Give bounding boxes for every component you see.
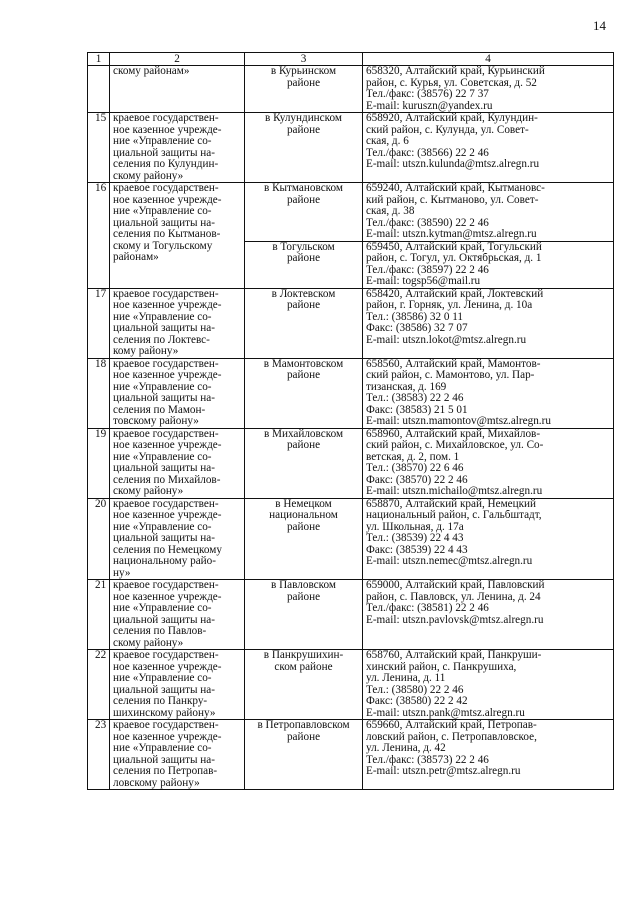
contact-details-line: ловский район, с. Петропавловское, [366,731,537,743]
table-row [88,498,614,580]
contact-details-cell [363,650,614,720]
contact-details-line: район, с. Тогул, ул. Октябрьская, д. 1 [366,253,542,264]
district-name-line: районе [286,521,321,533]
organization-name-line: районам» [113,252,159,263]
organization-name-line: селения по Михайлов- [113,474,221,486]
contact-details-line: ская, д. 38 [366,206,415,217]
contact-details-line: Факс: (38580) 22 2 42 [366,696,468,707]
district-name-line: районе [286,194,321,206]
contact-details-line: Тел.: (38586) 32 0 11 [366,311,464,323]
organization-name-line: национальному райо- [113,556,216,567]
organization-cell [110,183,245,289]
contact-details-line: E-mail: utszn.michailo@mtsz.alregn.ru [366,486,543,497]
contact-details-line: Факс: (38570) 22 2 46 [366,474,468,486]
column-number-3: 3 [245,53,363,66]
contact-details-line: ский район, с. Кулунда, ул. Совет- [366,124,529,136]
contact-details-line: Факс: (38586) 32 7 07 [366,323,468,334]
row-number: 18 [95,357,107,370]
organization-name-line: краевое государствен- [113,113,219,124]
organization-name-line: товскому району» [113,416,199,427]
row-number: 15 [95,112,107,124]
row-number: 16 [95,182,107,194]
organization-name-line: краевое государствен- [113,288,219,300]
organization-name-line: селения по Кытманов- [113,229,221,240]
organization-cell [110,428,245,498]
district-name-line: национальном [269,510,338,521]
row-number-cell [88,720,110,790]
contact-details-line: ул. Ленина, д. 42 [366,743,446,754]
organization-name-line: ное казенное учрежде- [113,510,222,521]
district-cell [245,358,363,428]
contact-details-line: ский район, с. Мамонтово, ул. Пар- [366,370,535,381]
contact-details-line: кий район, с. Кытманово, ул. Совет- [366,194,539,206]
organization-name-line: ное казенное учрежде- [113,194,222,206]
district-name-line: в Тогульском [272,241,335,253]
contact-details-line: ская, д. 6 [366,136,409,147]
district-cell [245,66,363,113]
contact-details-line: E-mail: utszn.pavlovsk@mtsz.alregn.ru [366,614,544,626]
contact-details-line: Тел./факс: (38573) 22 2 46 [366,754,489,766]
row-number: 17 [95,287,107,300]
contact-details-line: 658760, Алтайский край, Панкруши- [366,650,542,661]
organization-name-line: ное казенное учрежде- [113,124,222,136]
district-cell [245,288,363,358]
organization-name-line: ное казенное учрежде- [113,661,222,673]
district-name-line: в Мамонтовском [263,358,344,370]
organization-name-line: краевое государствен- [113,428,219,440]
column-number-2: 2 [110,53,245,66]
contact-details-cell [363,428,614,498]
contact-details-line: тизанская, д. 169 [366,381,447,393]
table-row [88,66,614,113]
contact-details-line: национальный район, с. Гальбштадт, [366,510,542,521]
column-number-row [88,53,614,66]
organization-name-line: ние «Управление со- [113,743,212,754]
organization-name-line: циальной защиты на- [113,614,215,626]
table-row [88,183,614,242]
organization-name-line: краевое государствен- [113,183,219,194]
row-number: 21 [95,579,107,591]
organization-name-line: ние «Управление со- [113,603,212,614]
contact-details-line: 658960, Алтайский край, Михайлов- [366,428,541,440]
organization-name-line: циальной защиты на- [113,147,215,159]
contact-details-line: 658870, Алтайский край, Немецкий [366,498,537,510]
organization-name-line: скому району» [113,486,184,497]
contact-details-cell [363,580,614,650]
organization-name-line: ловскому району» [113,777,200,789]
contact-details-line: Тел./факс: (38566) 22 2 46 [366,147,489,159]
district-name-line: в Панкрушихин- [263,650,344,661]
organization-cell [110,288,245,358]
contact-details-line: E-mail: utszn.kulunda@mtsz.alregn.ru [366,159,540,170]
page-number: 14 [593,18,606,33]
contact-details-cell [363,66,614,113]
organization-name-line: ние «Управление со- [113,206,212,217]
contact-details-line: 659240, Алтайский край, Кытмановс- [366,183,545,194]
organization-name-line: краевое государствен- [113,358,219,370]
contact-details-line: Тел./факс: (38597) 22 2 46 [366,264,489,276]
district-cell [245,183,363,242]
organization-name-line: селения по Петропав- [113,766,218,777]
district-cell [245,498,363,580]
organization-name-line: циальной защиты на- [113,217,215,229]
organization-name-line: циальной защиты на- [113,323,215,334]
district-name-line: районе [286,253,321,264]
table-row [88,580,614,650]
row-number-cell [88,113,110,183]
organization-cell [110,66,245,113]
organization-name-line: циальной защиты на- [113,754,215,766]
contact-details-cell [363,288,614,358]
row-number-cell [88,66,110,113]
contact-details-line: 658560, Алтайский край, Мамонтов- [366,358,541,370]
contact-details-line: Тел./факс: (38590) 22 2 46 [366,217,489,229]
contact-details-line: 659450, Алтайский край, Тогульский [366,241,542,253]
organization-name-line: селения по Кулундин- [113,159,219,170]
contact-details-line: Тел./факс: (38576) 22 7 37 [366,89,489,100]
contact-details-line: район, с. Курья, ул. Советская, д. 52 [366,77,537,89]
organization-name-line: ние «Управление со- [113,521,212,533]
row-number-cell [88,650,110,720]
organization-cell [110,650,245,720]
contact-details-line: ский район, с. Михайловское, ул. Со- [366,440,544,451]
organization-name-line: ну» [113,567,131,579]
column-number-4: 4 [363,53,614,66]
district-name-line: районе [286,440,321,451]
organization-name-line: ние «Управление со- [113,311,212,323]
organization-name-line: краевое государствен- [113,650,219,661]
contact-details-line: Тел.: (38539) 22 4 43 [366,533,464,544]
organization-name-line: ное казенное учрежде- [113,731,222,743]
contact-details-cell [363,183,614,242]
contact-details-line: район, г. Горняк, ул. Ленина, д. 10а [366,300,533,311]
district-name-line: ском районе [274,661,333,673]
district-name-line: районе [286,124,321,136]
district-name-line: в Кытмановском [263,183,343,194]
district-name-line: в Петропавловском [257,720,350,731]
district-cell [245,241,363,288]
row-number: 23 [95,719,107,731]
organization-name-line: ние «Управление со- [113,381,212,393]
district-name-line: в Кулундинском [265,113,342,124]
table-row [88,428,614,498]
table-row [88,650,614,720]
contact-details-line: Факс: (38539) 22 4 43 [366,544,468,556]
contact-details-line: E-mail: utszn.lokot@mtsz.alregn.ru [366,334,527,346]
row-number-cell [88,358,110,428]
row-number: 19 [95,427,107,440]
organization-name-line: циальной защиты на- [113,393,215,404]
district-name-line: в Павловском [271,580,336,591]
contact-details-line: Тел.: (38583) 22 2 46 [366,393,464,404]
row-number: 20 [95,497,107,510]
contact-details-cell [363,113,614,183]
contact-details-line: 658920, Алтайский край, Кулундин- [366,113,538,124]
row-number-cell [88,288,110,358]
table-body [88,53,614,790]
organization-name-line: ное казенное учрежде- [113,370,222,381]
district-name-line: в Локтевском [271,288,336,300]
district-name-line: в Курьинском [270,66,337,77]
organization-name-line: селения по Панкру- [113,696,208,707]
district-name-line: в Михайловском [263,428,344,440]
district-cell [245,113,363,183]
table-row [88,288,614,358]
contact-details-cell [363,358,614,428]
organization-name-line: кому району» [113,346,179,357]
contact-details-cell [363,241,614,288]
organization-cell [110,580,245,650]
district-cell [245,580,363,650]
organization-name-line: селения по Мамон- [113,404,206,416]
contact-details-line: E-mail: utszn.pank@mtsz.alregn.ru [366,707,525,719]
organization-name-line: циальной защиты на- [113,684,215,696]
table-row [88,720,614,790]
organization-name-line: краевое государствен- [113,498,219,510]
row-number-cell [88,498,110,580]
district-name-line: районе [286,731,321,743]
district-name-line: районе [286,370,321,381]
contact-details-line: ветская, д. 2, пом. 1 [366,451,460,463]
district-name-line: в Немецком [275,498,332,510]
contact-details-line: E-mail: utszn.nemec@mtsz.alregn.ru [366,556,533,567]
district-name-line: районе [286,300,321,311]
organization-cell [110,498,245,580]
contact-details-line: Факс: (38583) 21 5 01 [366,404,468,416]
contact-details-line: Тел./факс: (38581) 22 2 46 [366,603,489,614]
contact-details-line: 658320, Алтайский край, Курьинский [366,66,545,77]
social-protection-offices-table [87,52,614,790]
row-number-cell [88,183,110,289]
contact-details-line: E-mail: togsp56@mail.ru [366,276,481,287]
contact-details-line: 659000, Алтайский край, Павловский [366,580,545,591]
row-number-cell [88,580,110,650]
organization-name-line: скому району» [113,637,184,649]
row-number-cell [88,428,110,498]
contact-details-line: ул. Школьная, д. 17а [366,521,464,533]
table-row [88,358,614,428]
district-name-line: районе [286,591,321,603]
organization-name-line: циальной защиты на- [113,463,215,474]
contact-details-line: 659660, Алтайский край, Петропав- [366,720,537,731]
contact-details-line: Тел.: (38570) 22 6 46 [366,463,464,474]
table-row [88,113,614,183]
district-cell [245,650,363,720]
organization-name-line: скому и Тогульскому [113,240,213,252]
organization-name-line: ное казенное учрежде- [113,300,222,311]
organization-name-line: скому районам» [113,66,190,77]
column-number-1: 1 [88,53,110,66]
organization-name-line: циальной защиты на- [113,533,215,544]
organization-name-line: шихинскому району» [113,707,216,719]
contact-details-line: E-mail: utszn.petr@mtsz.alregn.ru [366,766,521,777]
contact-details-cell [363,720,614,790]
contact-details-line: E-mail: kuruszn@yandex.ru [366,100,493,112]
organization-name-line: ное казенное учрежде- [113,591,222,603]
contact-details-line: ул. Ленина, д. 11 [366,673,446,684]
organization-name-line: краевое государствен- [113,720,219,731]
organization-name-line: ное казенное учрежде- [113,440,222,451]
organization-name-line: ние «Управление со- [113,136,212,147]
organization-name-line: ние «Управление со- [113,673,212,684]
organization-cell [110,358,245,428]
contact-details-line: Тел.: (38580) 22 2 46 [366,684,464,696]
organization-name-line: краевое государствен- [113,580,219,591]
contact-details-line: 658420, Алтайский край, Локтевский [366,288,544,300]
organization-name-line: селения по Локтевс- [113,334,210,346]
organization-name-line: скому району» [113,170,184,182]
organization-cell [110,113,245,183]
contact-details-line: E-mail: utszn.kytman@mtsz.alregn.ru [366,229,537,240]
district-name-line: районе [286,77,321,89]
row-number: 22 [95,649,107,661]
organization-name-line: селения по Павлов- [113,626,207,637]
contact-details-line: район, с. Павловск, ул. Ленина, д. 24 [366,591,541,603]
contact-details-line: хинский район, с. Панкрушиха, [366,661,517,673]
organization-cell [110,720,245,790]
contact-details-cell [363,498,614,580]
organization-name-line: селения по Немецкому [113,544,222,556]
district-cell [245,720,363,790]
organization-name-line: ние «Управление со- [113,451,212,463]
contact-details-line: E-mail: utszn.mamontov@mtsz.alregn.ru [366,416,551,427]
district-cell [245,428,363,498]
